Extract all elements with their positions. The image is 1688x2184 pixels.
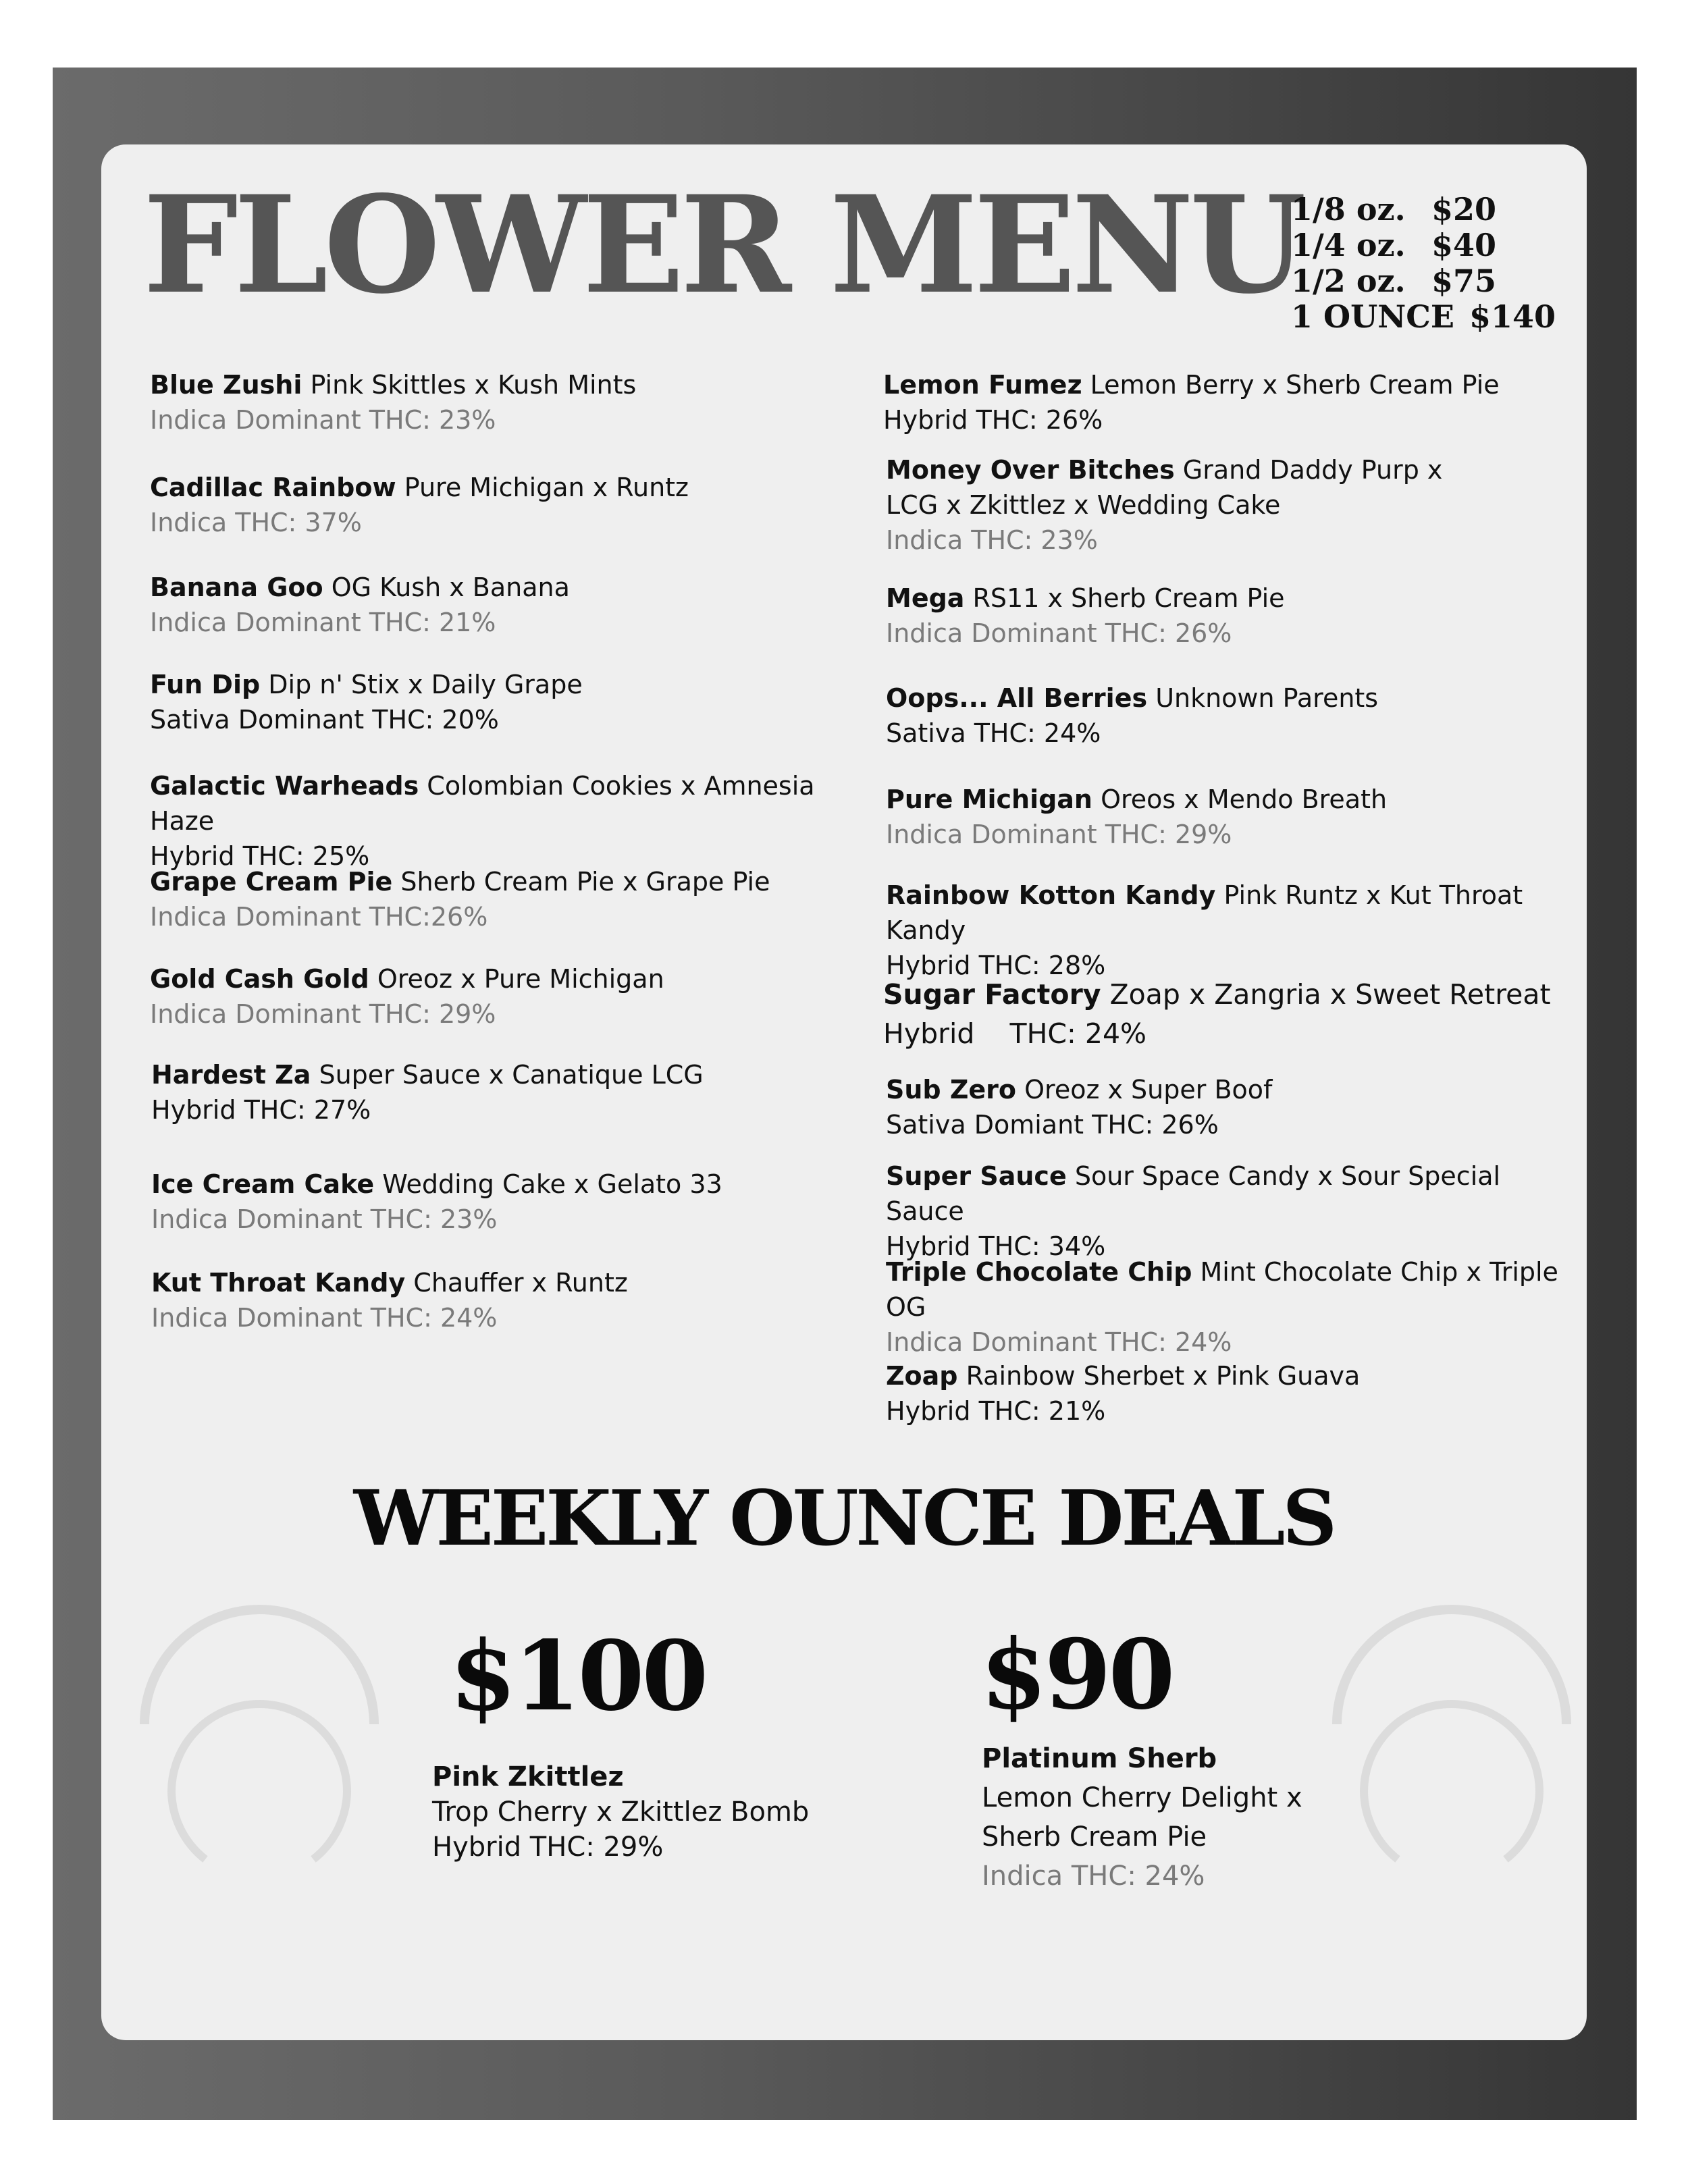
strain-item <box>886 452 1467 558</box>
price-value: $20 <box>1431 191 1497 228</box>
strain-info: Indica Dominant THC: 29% <box>886 820 1232 849</box>
weekly-deals-title: WEEKLY OUNCE DEALS <box>353 1474 1335 1563</box>
strain-info: Indica Dominant THC:26% <box>150 902 488 932</box>
deal-info: Hybrid THC: 29% <box>432 1832 664 1863</box>
strain-lineage: Mint Chocolate Chip x Triple OG <box>886 1257 1558 1322</box>
strain-item <box>150 367 825 437</box>
strain-name: Gold Cash Gold <box>150 964 369 994</box>
strain-item <box>886 878 1561 983</box>
price-size: 1 OUNCE <box>1291 298 1454 335</box>
strain-name: Pure Michigan <box>886 784 1092 814</box>
deal-lineage: Lemon Cherry Delight x <box>982 1782 1302 1813</box>
deal-item <box>432 1759 809 1865</box>
price-row <box>1291 228 1556 263</box>
strain-item <box>151 1057 826 1127</box>
price-value: $40 <box>1431 227 1497 263</box>
strain-info: Indica THC: 37% <box>150 508 362 537</box>
strain-name: Triple Chocolate Chip <box>886 1257 1192 1287</box>
strain-name: Grape Cream Pie <box>150 867 393 897</box>
strain-name: Kut Throat Kandy <box>151 1268 406 1298</box>
deal-lineage: Sherb Cream Pie <box>982 1821 1207 1853</box>
price-row <box>1291 263 1556 299</box>
strain-info: Hybrid THC: 26% <box>883 405 1103 435</box>
strain-lineage: Chauffer x Runtz <box>413 1268 628 1298</box>
strain-info: Hybrid THC: 21% <box>886 1396 1106 1426</box>
strain-item <box>886 581 1561 651</box>
strain-item <box>886 1072 1561 1142</box>
strain-item <box>886 681 1561 751</box>
strain-name: Cadillac Rainbow <box>150 473 396 502</box>
strain-item <box>150 768 825 874</box>
strain-item <box>150 961 825 1032</box>
strain-lineage: Sour Space Candy x Sour Special Sauce <box>886 1161 1501 1226</box>
strain-name: Hardest Za <box>151 1060 311 1090</box>
strain-name: Blue Zushi <box>150 370 302 400</box>
deal-price: $90 <box>980 1619 1173 1731</box>
price-value: $140 <box>1469 298 1556 335</box>
strain-lineage: Colombian Cookies x Amnesia Haze <box>150 771 815 836</box>
strain-lineage: Oreoz x Pure Michigan <box>377 964 664 994</box>
strain-lineage: Lemon Berry x Sherb Cream Pie <box>1090 370 1500 400</box>
strain-item <box>150 864 825 934</box>
strain-info: Indica THC: 23% <box>886 525 1098 555</box>
strain-lineage: OG Kush x Banana <box>331 572 570 602</box>
strain-item <box>150 667 825 737</box>
strain-info: Hybrid THC: 34% <box>886 1231 1106 1261</box>
strain-info: Hybrid THC: 27% <box>151 1095 371 1125</box>
menu-title: FLOWER MENU <box>143 166 1302 323</box>
strain-name: Super Sauce <box>886 1161 1067 1191</box>
crescent-ornament-left <box>124 1569 394 1886</box>
strain-item <box>150 470 825 540</box>
strain-info: Indica Dominant THC: 29% <box>150 999 496 1029</box>
strain-lineage: Grand Daddy Purp x LCG x Zkittlez x Wedding Cake <box>886 455 1443 520</box>
strain-info: Hybrid THC: 25% <box>150 841 370 871</box>
strain-item <box>886 1254 1561 1360</box>
strain-name: Money Over Bitches <box>886 455 1175 485</box>
deal-item <box>982 1739 1302 1896</box>
strain-lineage: Dip n' Stix x Daily Grape <box>268 670 583 699</box>
strain-name: Fun Dip <box>150 670 261 699</box>
strain-name: Galactic Warheads <box>150 771 419 801</box>
strain-lineage: Oreos x Mendo Breath <box>1101 784 1388 814</box>
strain-name: Ice Cream Cake <box>151 1169 375 1199</box>
strain-lineage: Unknown Parents <box>1155 683 1379 713</box>
strain-name: Lemon Fumez <box>883 370 1082 400</box>
strain-lineage: Pink Runtz x Kut Throat Kandy <box>886 880 1523 945</box>
strain-info: Indica Dominant THC: 26% <box>886 618 1232 648</box>
strain-item <box>886 1158 1561 1264</box>
price-list <box>1291 192 1556 335</box>
price-size: 1/8 oz. <box>1291 191 1406 228</box>
strain-info: Sativa Dominant THC: 20% <box>150 705 499 735</box>
price-row <box>1291 299 1556 335</box>
strain-name: Oops... All Berries <box>886 683 1148 713</box>
strain-info: Hybrid THC: 28% <box>886 951 1106 980</box>
price-size: 1/4 oz. <box>1291 227 1406 263</box>
strain-item <box>151 1265 826 1335</box>
strain-lineage: RS11 x Sherb Cream Pie <box>972 583 1285 613</box>
strain-info: Indica Dominant THC: 21% <box>150 608 496 637</box>
strain-name: Mega <box>886 583 965 613</box>
strain-item <box>886 1358 1561 1429</box>
deal-name: Pink Zkittlez <box>432 1761 624 1792</box>
strain-info: Sativa THC: 24% <box>886 718 1101 748</box>
strain-item <box>886 782 1561 852</box>
strain-name: Banana Goo <box>150 572 323 602</box>
strain-info: Sativa Domiant THC: 26% <box>886 1110 1219 1140</box>
price-size: 1/2 oz. <box>1291 263 1406 299</box>
strain-name: Rainbow Kotton Kandy <box>886 880 1216 910</box>
menu-card <box>101 144 1587 2040</box>
strain-info: Indica Dominant THC: 24% <box>151 1303 498 1333</box>
deal-price: $100 <box>450 1620 706 1732</box>
strain-lineage: Pure Michigan x Runtz <box>404 473 689 502</box>
strain-info: Indica Dominant THC: 23% <box>151 1204 498 1234</box>
strain-lineage: Super Sauce x Canatique LCG <box>319 1060 704 1090</box>
crescent-ornament-right <box>1317 1569 1587 1886</box>
strain-lineage: Oreoz x Super Boof <box>1024 1075 1273 1104</box>
strain-name: Sub Zero <box>886 1075 1017 1104</box>
strain-name: Zoap <box>886 1361 958 1391</box>
strain-item <box>150 570 825 640</box>
strain-lineage: Wedding Cake x Gelato 33 <box>382 1169 722 1199</box>
strain-lineage: Zoap x Zangria x Sweet Retreat <box>1109 978 1551 1011</box>
deal-name: Platinum Sherb <box>982 1743 1217 1774</box>
strain-item <box>883 975 1558 1053</box>
strain-item <box>151 1167 826 1237</box>
strain-info: Hybrid THC: 24% <box>883 1017 1147 1050</box>
price-row <box>1291 192 1556 228</box>
strain-lineage: Rainbow Sherbet x Pink Guava <box>966 1361 1361 1391</box>
deal-info: Indica THC: 24% <box>982 1861 1205 1892</box>
strain-lineage: Pink Skittles x Kush Mints <box>310 370 637 400</box>
price-value: $75 <box>1431 263 1497 299</box>
strain-info: Indica Dominant THC: 24% <box>886 1327 1232 1357</box>
strain-item <box>883 367 1558 437</box>
deal-lineage: Trop Cherry x Zkittlez Bomb <box>432 1796 810 1828</box>
strain-name: Sugar Factory <box>883 978 1101 1011</box>
strain-info: Indica Dominant THC: 23% <box>150 405 496 435</box>
strain-lineage: Sherb Cream Pie x Grape Pie <box>400 867 770 897</box>
